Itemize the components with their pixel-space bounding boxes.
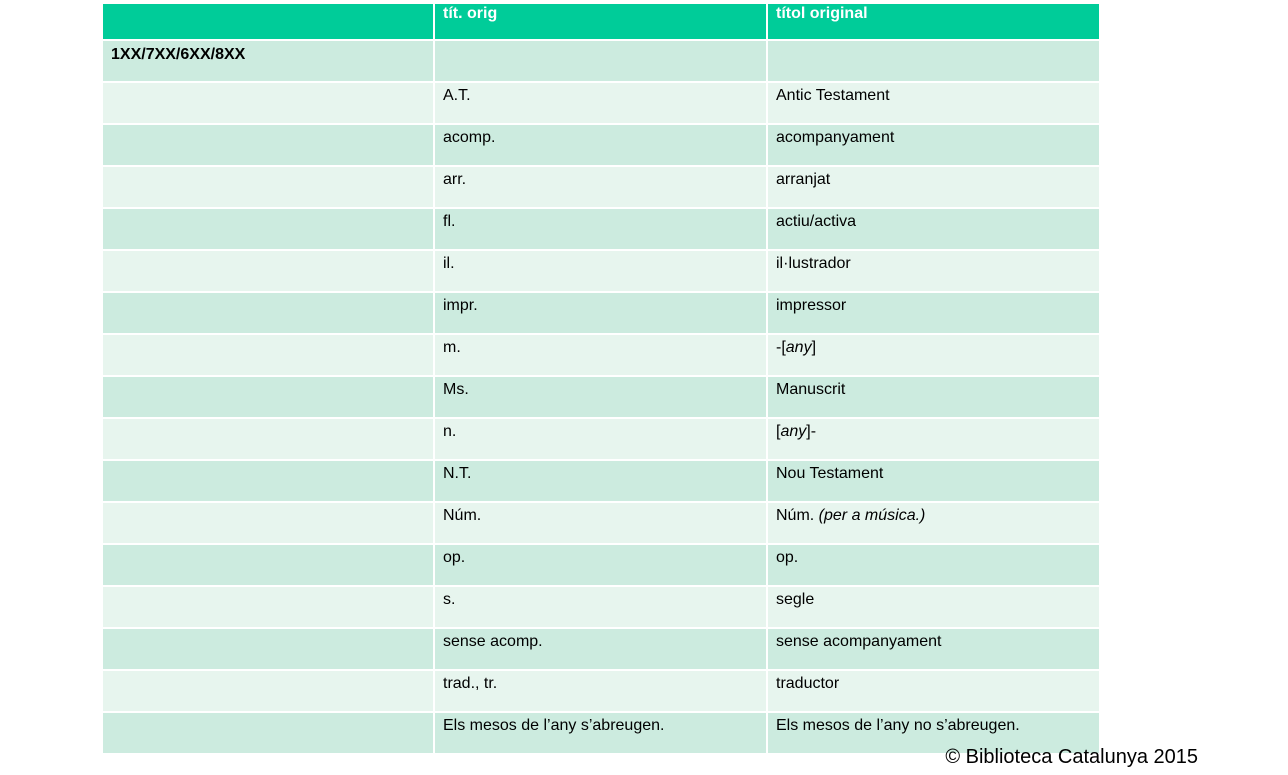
table-cell-field <box>102 82 434 124</box>
table-cell-abbreviation: N.T. <box>434 460 767 502</box>
table-row <box>102 292 1100 334</box>
copyright-notice: © Biblioteca Catalunya 2015 <box>945 746 1198 768</box>
table-cell-abbreviation: Ms. <box>434 376 767 418</box>
table-cell-full-form: segle <box>767 586 1100 628</box>
table-cell-full-form: Nou Testament <box>767 460 1100 502</box>
table-cell-field <box>102 628 434 670</box>
table-cell-abbreviation: sense acomp. <box>434 628 767 670</box>
table-row <box>102 250 1100 292</box>
table-cell-full-form: sense acompanyament <box>767 628 1100 670</box>
header-cell-abbreviation: tít. orig <box>434 3 767 40</box>
table-row <box>102 628 1100 670</box>
full-form-italic: any <box>785 339 812 356</box>
full-form-italic: any <box>780 423 807 440</box>
table-cell-full-form: acompanyament <box>767 124 1100 166</box>
table-cell-field <box>102 586 434 628</box>
full-form-italic: (per a música.) <box>818 507 926 524</box>
full-form-text: [ <box>776 423 781 440</box>
table-cell-field <box>102 208 434 250</box>
table-cell-full-form: actiu/activa <box>767 208 1100 250</box>
table-cell-full-form: arranjat <box>767 166 1100 208</box>
abbreviations-table <box>101 2 1101 755</box>
table-row <box>102 166 1100 208</box>
table-row <box>102 418 1100 460</box>
table-cell-abbreviation: il. <box>434 250 767 292</box>
table-cell-full-form: impressor <box>767 292 1100 334</box>
full-form-text: -[ <box>776 339 786 356</box>
table-cell-field <box>102 670 434 712</box>
full-form-text: ]- <box>806 423 817 440</box>
table-cell-full-form: op. <box>767 544 1100 586</box>
table-row <box>102 124 1100 166</box>
table-cell-field <box>102 292 434 334</box>
table-cell-empty <box>767 40 1100 82</box>
table-cell-field <box>102 544 434 586</box>
table-row <box>102 670 1100 712</box>
table-row <box>102 460 1100 502</box>
table-cell-abbreviation: n. <box>434 418 767 460</box>
table-cell-abbreviation: A.T. <box>434 82 767 124</box>
table-row <box>102 208 1100 250</box>
table-cell-full-form <box>767 502 1100 544</box>
table-cell-field <box>102 502 434 544</box>
table-cell-abbreviation: op. <box>434 544 767 586</box>
group-label: 1XX/7XX/6XX/8XX <box>102 40 434 82</box>
table-cell-field <box>102 418 434 460</box>
table-row <box>102 544 1100 586</box>
table-cell-field <box>102 166 434 208</box>
table-cell-full-form <box>767 334 1100 376</box>
table-cell-field <box>102 124 434 166</box>
header-cell-full-form: títol original <box>767 3 1100 40</box>
table-cell-abbreviation: trad., tr. <box>434 670 767 712</box>
table-cell-full-form: Manuscrit <box>767 376 1100 418</box>
table-cell-abbreviation: Núm. <box>434 502 767 544</box>
table-cell-field <box>102 712 434 754</box>
table-cell-full-form <box>767 418 1100 460</box>
table-cell-full-form: traductor <box>767 670 1100 712</box>
table-cell-abbreviation: Els mesos de l’any s’abreugen. <box>434 712 767 754</box>
table-cell-abbreviation: arr. <box>434 166 767 208</box>
table-cell-field <box>102 460 434 502</box>
table-cell-abbreviation: impr. <box>434 292 767 334</box>
table-header-row <box>102 3 1100 40</box>
table-cell-field <box>102 376 434 418</box>
table-cell-full-form: Els mesos de l’any no s’abreugen. <box>767 712 1100 754</box>
header-cell-field <box>102 3 434 40</box>
table-row <box>102 586 1100 628</box>
table-cell-full-form: il·lustrador <box>767 250 1100 292</box>
full-form-text: Núm. <box>776 507 819 524</box>
table-cell-abbreviation: acomp. <box>434 124 767 166</box>
full-form-text: ] <box>811 339 817 356</box>
table-row <box>102 334 1100 376</box>
table-cell-empty <box>434 40 767 82</box>
table-row-group <box>102 40 1100 82</box>
table-cell-abbreviation: s. <box>434 586 767 628</box>
table-row <box>102 502 1100 544</box>
table-cell-abbreviation: fl. <box>434 208 767 250</box>
table-cell-full-form: Antic Testament <box>767 82 1100 124</box>
table-row <box>102 82 1100 124</box>
table-cell-field <box>102 334 434 376</box>
table-cell-field <box>102 250 434 292</box>
table-row <box>102 376 1100 418</box>
table-cell-abbreviation: m. <box>434 334 767 376</box>
